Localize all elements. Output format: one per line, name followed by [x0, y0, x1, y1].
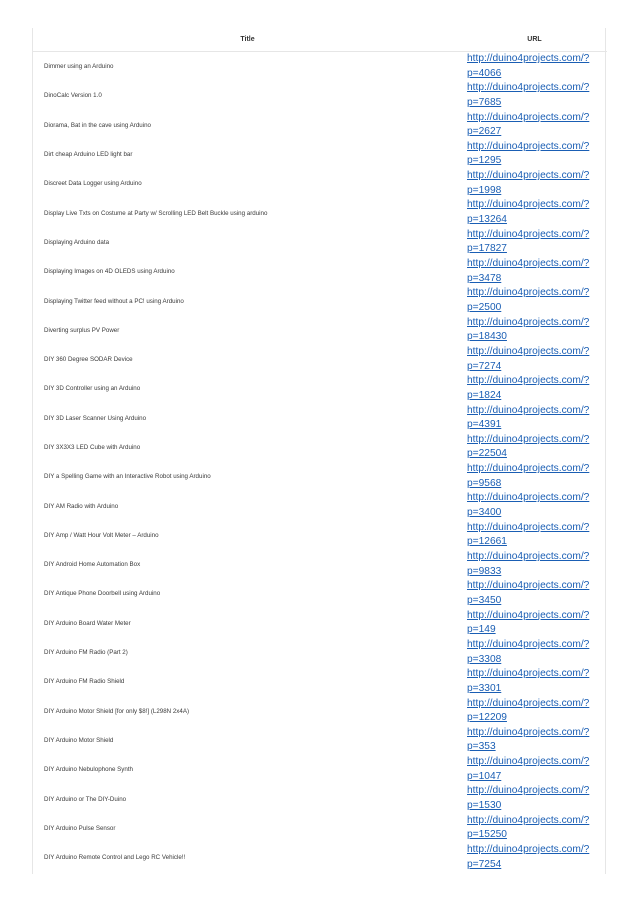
project-url-link[interactable] [467, 814, 595, 843]
project-url-cell [462, 286, 607, 315]
project-title: DIY Arduino Motor Shield [for only $8!] (L298N 2x4A) [44, 707, 190, 715]
project-url-link[interactable] [467, 404, 595, 433]
url-line-1: http://duino4projects.com/? [467, 258, 590, 270]
project-url-link[interactable] [467, 784, 595, 813]
url-line-1: http://duino4projects.com/? [467, 492, 590, 504]
url-line-2: p=4391 [467, 419, 502, 431]
project-url-cell [462, 579, 607, 608]
project-title: DIY Arduino Remote Control and Lego RC Vehicle!! [44, 854, 186, 862]
project-title: DIY 3D Laser Scanner Using Arduino [44, 414, 147, 422]
project-url-cell [462, 491, 607, 520]
url-line-2: p=149 [467, 624, 496, 636]
url-line-2: p=1047 [467, 770, 502, 782]
project-url-cell [462, 550, 607, 579]
url-line-2: p=17827 [467, 243, 507, 255]
project-title: DIY 360 Degree SODAR Device [44, 356, 133, 364]
projects-table-frame [32, 28, 606, 874]
project-url-cell [462, 169, 607, 198]
project-url-cell [462, 404, 607, 433]
project-title: DIY Android Home Automation Box [44, 561, 141, 569]
url-line-1: http://duino4projects.com/? [467, 170, 590, 182]
header-url: URL [462, 28, 607, 52]
project-url-link[interactable] [467, 111, 595, 140]
url-line-1: http://duino4projects.com/? [467, 844, 590, 856]
url-line-1: http://duino4projects.com/? [467, 287, 590, 299]
url-line-2: p=1295 [467, 155, 502, 167]
project-url-link[interactable] [467, 345, 595, 374]
project-title: Discreet Data Logger using Arduino [44, 180, 142, 188]
url-line-2: p=7685 [467, 96, 502, 108]
url-line-2: p=2627 [467, 126, 502, 138]
url-line-2: p=7254 [467, 858, 502, 870]
table-row [33, 697, 607, 726]
project-url-link[interactable] [467, 521, 595, 550]
header-row [33, 28, 607, 52]
project-title: DIY a Spelling Game with an Interactive Robot using Arduino [44, 473, 211, 481]
project-url-link[interactable] [467, 579, 595, 608]
project-url-cell [462, 257, 607, 286]
url-line-1: http://duino4projects.com/? [467, 463, 590, 475]
url-line-2: p=22504 [467, 448, 507, 460]
table-header [33, 28, 607, 52]
project-url-cell [462, 374, 607, 403]
url-line-2: p=18430 [467, 331, 507, 343]
url-line-2: p=3308 [467, 653, 502, 665]
project-url-cell [462, 638, 607, 667]
project-title: Dirt cheap Arduino LED light bar [44, 151, 133, 159]
project-title: DIY Arduino Pulse Sensor [44, 824, 116, 832]
url-line-1: http://duino4projects.com/? [467, 638, 590, 650]
project-url-cell [462, 433, 607, 462]
project-url-link[interactable] [467, 374, 595, 403]
table-row [33, 579, 607, 608]
url-line-2: p=13264 [467, 214, 507, 226]
url-line-1: http://duino4projects.com/? [467, 404, 590, 416]
project-title: DIY Arduino FM Radio Shield [44, 678, 125, 686]
url-line-2: p=9833 [467, 565, 502, 577]
project-url-cell [462, 667, 607, 696]
url-line-2: p=1530 [467, 800, 502, 812]
url-line-1: http://duino4projects.com/? [467, 345, 590, 357]
url-line-1: http://duino4projects.com/? [467, 82, 590, 94]
url-line-1: http://duino4projects.com/? [467, 697, 590, 709]
table-row [33, 521, 607, 550]
table-row [33, 345, 607, 374]
project-url-link[interactable] [467, 755, 595, 784]
url-line-2: p=353 [467, 741, 496, 753]
project-url-cell [462, 345, 607, 374]
table-row [33, 609, 607, 638]
header-title: Title [33, 28, 462, 52]
project-url-cell [462, 843, 607, 872]
url-line-1: http://duino4projects.com/? [467, 814, 590, 826]
project-title: DIY 3D Controller using an Arduino [44, 385, 141, 393]
url-line-1: http://duino4projects.com/? [467, 580, 590, 592]
url-line-1: http://duino4projects.com/? [467, 756, 590, 768]
url-line-1: http://duino4projects.com/? [467, 228, 590, 240]
url-line-1: http://duino4projects.com/? [467, 521, 590, 533]
project-url-cell [462, 140, 607, 169]
url-line-2: p=15250 [467, 829, 507, 841]
table-row [33, 433, 607, 462]
project-url-link[interactable] [467, 52, 595, 81]
url-line-1: http://duino4projects.com/? [467, 140, 590, 152]
project-title: Diverting surplus PV Power [44, 326, 120, 334]
project-url-link[interactable] [467, 550, 595, 579]
project-url-link[interactable] [467, 81, 595, 110]
table-row [33, 667, 607, 696]
table-row [33, 462, 607, 491]
project-url-cell [462, 609, 607, 638]
project-url-cell [462, 726, 607, 755]
url-line-1: http://duino4projects.com/? [467, 316, 590, 328]
project-url-link[interactable] [467, 316, 595, 345]
url-line-1: http://duino4projects.com/? [467, 433, 590, 445]
project-title: Displaying Images on 4D OLEDS using Arduino [44, 268, 175, 276]
table-row [33, 286, 607, 315]
project-title: DIY 3X3X3 LED Cube with Arduino [44, 444, 141, 451]
url-line-2: p=3301 [467, 682, 502, 694]
url-line-2: p=9568 [467, 477, 502, 489]
table-row [33, 726, 607, 755]
url-line-1: http://duino4projects.com/? [467, 199, 590, 211]
url-line-2: p=7274 [467, 360, 502, 372]
projects-table [33, 28, 607, 872]
project-url-cell [462, 814, 607, 843]
project-url-link[interactable] [467, 169, 595, 198]
url-line-2: p=12661 [467, 536, 507, 548]
url-line-2: p=4066 [467, 67, 502, 79]
project-url-cell [462, 81, 607, 110]
table-row [33, 52, 607, 82]
project-url-link[interactable] [467, 198, 595, 227]
project-title: DIY Antique Phone Doorbell using Arduino [44, 590, 161, 598]
project-url-link[interactable] [467, 697, 595, 726]
project-url-link[interactable] [467, 491, 595, 520]
url-line-1: http://duino4projects.com/? [467, 726, 590, 738]
url-line-1: http://duino4projects.com/? [467, 53, 590, 64]
table-row [33, 814, 607, 843]
project-url-link[interactable] [467, 140, 595, 169]
url-line-1: http://duino4projects.com/? [467, 551, 590, 563]
table-row [33, 169, 607, 198]
project-title: DinoCalc Version 1.0 [44, 92, 102, 100]
table-row [33, 228, 607, 257]
url-line-2: p=12209 [467, 712, 507, 724]
url-line-2: p=1998 [467, 184, 502, 196]
table-row [33, 374, 607, 403]
project-url-cell [462, 462, 607, 491]
project-title: DIY Amp / Watt Hour Volt Meter – Arduino [44, 531, 159, 539]
url-line-1: http://duino4projects.com/? [467, 111, 590, 123]
table-body [33, 52, 607, 873]
table-row [33, 784, 607, 813]
url-line-2: p=1824 [467, 389, 502, 401]
project-url-link[interactable] [467, 638, 595, 667]
url-line-2: p=3478 [467, 272, 502, 284]
project-url-link[interactable] [467, 667, 595, 696]
project-title: DIY Arduino FM Radio (Part 2) [44, 649, 128, 657]
project-url-cell [462, 755, 607, 784]
project-title: DIY Arduino Board Water Meter [44, 619, 131, 627]
project-url-cell [462, 52, 607, 82]
project-title: Displaying Twitter feed without a PC! using Arduino [44, 297, 184, 305]
table-row [33, 491, 607, 520]
table-row [33, 638, 607, 667]
url-line-2: p=2500 [467, 301, 502, 313]
project-title: Dimmer using an Arduino [44, 63, 114, 71]
project-title: Diorama, Bat in the cave using Arduino [44, 121, 151, 129]
table-row [33, 404, 607, 433]
table-row [33, 198, 607, 227]
table-row [33, 81, 607, 110]
project-url-cell [462, 111, 607, 140]
project-url-cell [462, 697, 607, 726]
url-line-2: p=3400 [467, 507, 502, 519]
url-line-1: http://duino4projects.com/? [467, 668, 590, 680]
project-url-cell [462, 198, 607, 227]
project-url-cell [462, 228, 607, 257]
project-url-cell [462, 316, 607, 345]
url-line-1: http://duino4projects.com/? [467, 375, 590, 387]
table-row [33, 111, 607, 140]
project-title: DIY Arduino Motor Shield [44, 736, 114, 744]
project-url-link[interactable] [467, 609, 595, 638]
project-url-link[interactable] [467, 462, 595, 491]
table-row [33, 755, 607, 784]
project-title: Displaying Arduino data [44, 238, 110, 246]
project-title: DIY AM Radio with Arduino [44, 502, 119, 510]
project-url-link[interactable] [467, 257, 595, 286]
project-url-link[interactable] [467, 286, 595, 315]
url-line-1: http://duino4projects.com/? [467, 785, 590, 797]
project-url-link[interactable] [467, 843, 595, 872]
url-line-2: p=3450 [467, 594, 502, 606]
project-title: Display Live Txts on Costume at Party w/ Scrolling LED Belt Buckle using arduino [44, 209, 268, 217]
project-title: DIY Arduino Nebulophone Synth [44, 766, 133, 774]
project-url-cell [462, 521, 607, 550]
project-url-link[interactable] [467, 433, 595, 462]
project-url-cell [462, 784, 607, 813]
project-url-link[interactable] [467, 726, 595, 755]
url-line-1: http://duino4projects.com/? [467, 609, 590, 621]
project-title: DIY Arduino or The DIY-Duino [44, 795, 127, 803]
project-url-link[interactable] [467, 228, 595, 257]
table-row [33, 550, 607, 579]
table-row [33, 140, 607, 169]
table-row [33, 316, 607, 345]
table-row [33, 257, 607, 286]
table-row [33, 843, 607, 872]
